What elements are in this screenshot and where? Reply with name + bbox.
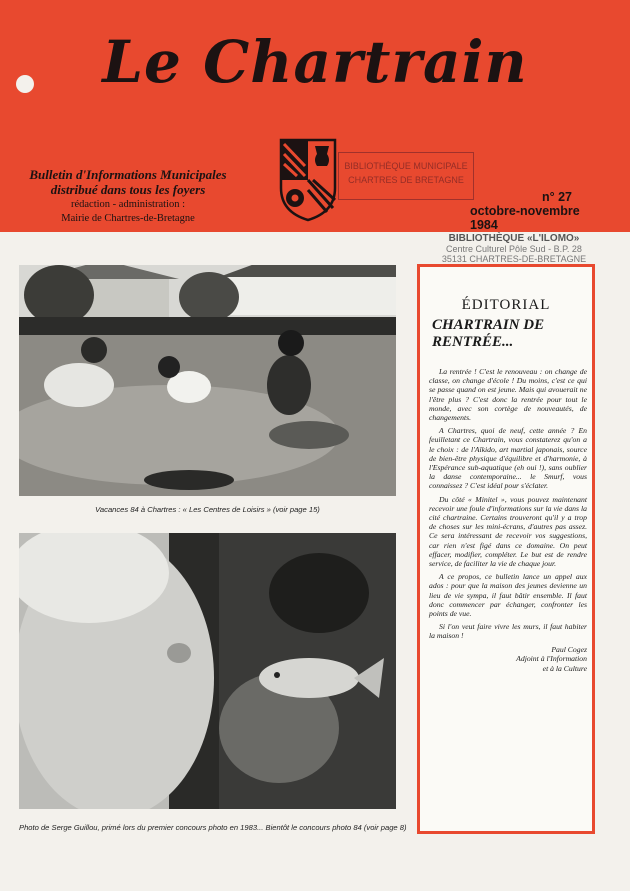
photo2-caption: Photo de Serge Guillou, primé lors du premier concours photo en 1983... Bientôt le concours photo 84 (voir page 8) [19, 823, 407, 832]
mairie-line: Mairie de Chartres-de-Bretagne [61, 213, 195, 224]
editorial-paragraph: A ce propos, ce bulletin lance un appel aux ados : pour que la maison des jeunes devienne un lieu de vie sympa, il faut bâtir ensemble. Il faut donc commencer par échanger, confronter les points de vue. [429, 572, 587, 619]
masthead [0, 0, 630, 232]
library-stamp-line2: CHARTRES DE BRETAGNE [348, 175, 464, 185]
signature-role1: Adjoint à l'Information [516, 654, 587, 664]
photo1-caption: Vacances 84 à Chartres : « Les Centres de Loisirs » (voir page 15) [95, 505, 320, 514]
library-stamp-line1: BIBLIOTHÈQUE MUNICIPALE [344, 161, 468, 171]
issue-date: octobre-novembre 1984 [470, 204, 580, 232]
editorial-title: CHARTRAIN DE RENTRÉE... [432, 317, 545, 350]
stamp-line1: BIBLIOTHÈQUE «L'ILOMO» [448, 233, 580, 244]
editorial-heading: ÉDITORIAL [461, 297, 551, 313]
children-playing-photo [19, 265, 396, 496]
editorial-paragraph: Si l'on veut faire vivre les murs, il faut habiter la maison ! [429, 622, 587, 641]
issue-info [470, 190, 600, 232]
bulletin-line1: Bulletin d'Informations Municipales [29, 167, 227, 182]
editorial-paragraph: Du côté « Minitel », vous pouvez maintenant recevoir une foule d'informations sur la vie dans la cité chartraine. Certains trouveront qu'il y a trop de choses sur les mini-écrans, d'autres pas assez. Ce sera intéressant de recevoir vos suggestions, car rien n'est figé dans ce domaine. On peut effacer, modifier, compléter. Le but est de rendre service, de faciliter la vie de chaque jour. [429, 494, 587, 569]
stamp-line3: 35131 CHARTRES-DE-BRETAGNE [441, 254, 587, 264]
editorial-body [429, 367, 587, 673]
child-aquarium-photo [19, 533, 396, 809]
coat-of-arms-icon [279, 138, 337, 222]
library-stamp [338, 152, 474, 200]
stamp-line2: Centre Culturel Pôle Sud - B.P. 28 [446, 244, 582, 254]
redaction-line: rédaction - administration : [70, 199, 185, 210]
bulletin-info [14, 167, 242, 225]
editorial-paragraph: La rentrée ! C'est le renouveau : on change de classe, on change d'école ! Du moins, c'est ce qui se passe quand on est jeune. Mais qui avouerait ne l'être plus ? C'est donc la rentrée pour tout le monde, avec son cortège de nouveautés, de changements. [429, 367, 587, 423]
editorial-paragraph: A Chartres, quoi de neuf, cette année ? En feuilletant ce Chartrain, vous constaterez qu'on a le choix : de l'Aïkido, art martial japonais, source de bien-être physique d'équilibre et d'harmonie, à l'Espérance sub-aquatique (eh oui !), sans oublier la danse contemporaine... le Smurf, vous connaissez ? C'est idéal pour s'éclater. [429, 426, 587, 491]
signature-name: Paul Cogez [551, 644, 587, 654]
editorial-signature [429, 645, 587, 674]
signature-role2: et à la Culture [542, 663, 587, 673]
issue-number: n° 27 [541, 190, 572, 204]
editorial-box [417, 264, 595, 834]
bulletin-line2: distribué dans tous les foyers [50, 182, 206, 197]
newsletter-title: Le Chartrain [102, 28, 528, 96]
